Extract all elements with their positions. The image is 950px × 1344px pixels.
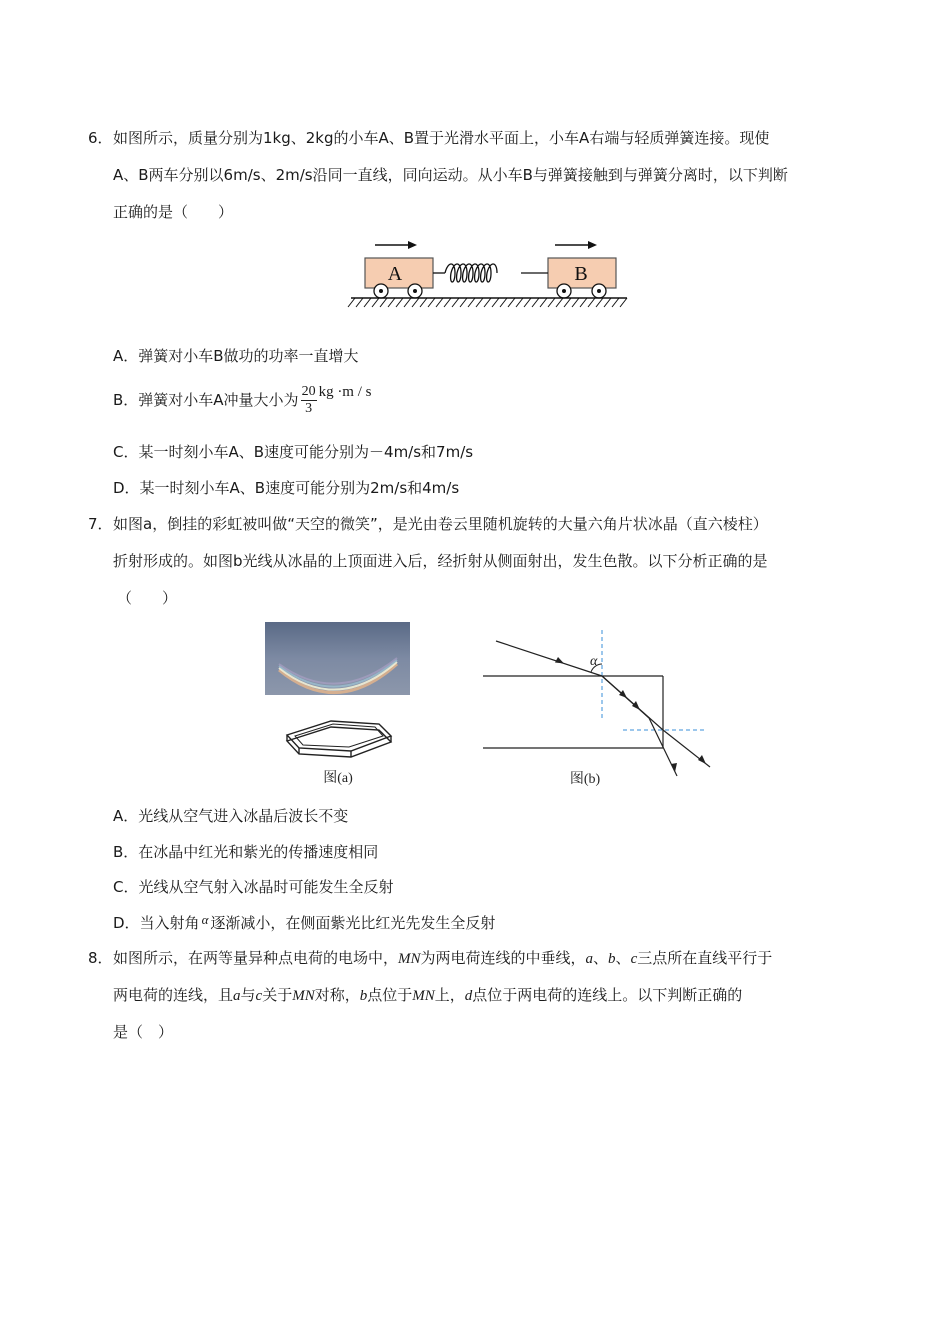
q6-figure-carts-spring [345,234,635,314]
car-a-label: A [387,263,403,285]
q7-caption-a: 图(a) [323,771,353,786]
q6-option-a[interactable]: A．弹簧对小车B做功的功率一直增大 [113,347,359,365]
q7-option-b[interactable]: B．在冰晶中红光和紫光的传播速度相同 [113,843,379,861]
q7-figure-b [478,626,718,790]
q8-stem-line-2: 两电荷的连线，且a与c关于MN对称，b点位于MN上，d点位于两电荷的连线上。以下判断正确的 [113,986,743,1004]
q7-option-d-prefix: D．当入射角 [113,914,200,932]
q7-number: 7． [88,515,113,533]
q6-stem-line-2: A、B两车分别以6m/s、2m/s沿同一直线，同向运动。从小车B与弹簧接触到与弹簧分离时，以下判断 [113,166,788,184]
q7-option-d-suffix: 逐渐减小，在侧面紫光比红光先发生全反射 [210,914,496,932]
q8-stem-line-1: 如图所示，在两等量异种点电荷的电场中，MN为两电荷连线的中垂线，a、b、c三点所在直线平行于 [113,949,773,967]
q6-stem-line-3: 正确的是（ ） [113,203,234,221]
q6-option-b-fraction: $\frac{20}{3}$ [301,384,316,416]
q7-caption-b: 图(b) [569,772,601,787]
q7-option-a[interactable]: A．光线从空气进入冰晶后波长不变 [113,807,349,825]
q8-stem-line-3: 是（ ） [113,1023,174,1041]
q6-stem-line-1: 如图所示，质量分别为1kg、2kg的小车A、B置于光滑水平面上，小车A右端与轻质弹簧连接。现使 [113,129,770,147]
q6-option-b-text: B．弹簧对小车A冲量大小为 [113,391,299,409]
q7-stem-line-1: 如图a，倒挂的彩虹被叫做“天空的微笑”，是光由卷云里随机旋转的大量六角片状冰晶（直六棱柱） [113,515,768,533]
q7-angle-label: α [590,654,598,669]
q7-option-d[interactable] [113,913,495,934]
q6-option-d[interactable]: D．某一时刻小车A、B速度可能分别为2m/s和4m/s [113,479,460,497]
q6-number: 6． [88,129,113,147]
q7-stem-line-2: 折射形成的。如图b光线从冰晶的上顶面进入后，经折射从侧面射出，发生色散。以下分析正确的是 [113,552,768,570]
q6-option-b[interactable] [113,382,371,419]
alpha-symbol: α [201,912,209,927]
q7-stem-line-3: （ ） [117,589,178,607]
q7-option-c[interactable]: C．光线从空气射入冰晶时可能发生全反射 [113,878,394,896]
q6-option-b-unit: kg ·m / s [318,384,372,400]
q7-figure-a [265,620,413,790]
q8-number: 8． [88,949,113,967]
q6-option-c[interactable]: C．某一时刻小车A、B速度可能分别为－4m/s和7m/s [113,443,474,461]
car-b-label: B [574,263,588,285]
